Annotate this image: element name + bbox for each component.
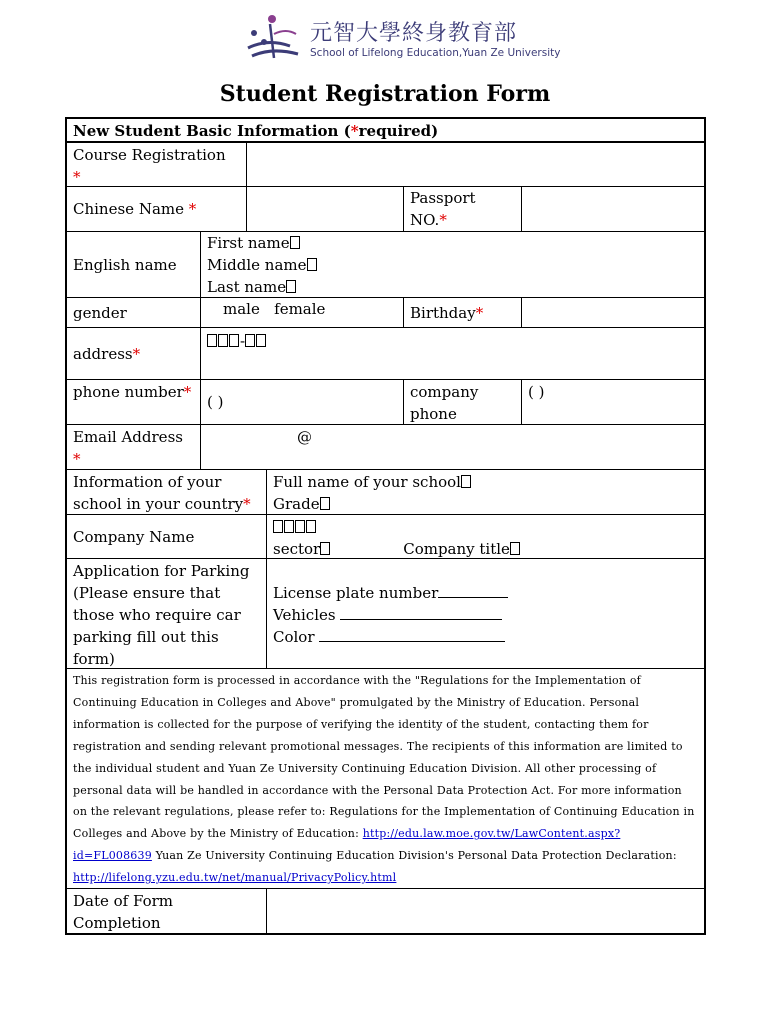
school-logo <box>246 14 561 64</box>
parking-label: Application for Parking (Please ensure that those who require car parking fill out this form) <box>66 558 267 669</box>
english-name-input[interactable] <box>200 231 705 298</box>
logo-mark-icon <box>246 14 308 64</box>
page-title: Student Registration Form <box>219 81 551 107</box>
gender-label: gender <box>66 297 201 328</box>
middle-name-label: Middle name <box>207 256 307 274</box>
date-completion-input[interactable] <box>266 888 705 934</box>
gender-options <box>200 297 404 328</box>
school-info-label: Information of your school in your country* <box>66 469 267 515</box>
gender-female-option[interactable]: female <box>274 300 326 318</box>
email-label: Email Address * <box>66 424 201 470</box>
phone-number-label: phone number* <box>66 379 201 425</box>
english-name-label: English name <box>66 231 201 298</box>
address-input[interactable]: - <box>200 327 705 380</box>
color-label: Color <box>273 628 315 646</box>
chinese-name-label: Chinese Name * <box>66 186 247 232</box>
school-full-name-label: Full name of your school <box>273 473 461 491</box>
course-registration-input[interactable] <box>246 142 705 187</box>
logo-english-name: School of Lifelong Education,Yuan Ze University <box>310 47 561 59</box>
vehicles-label: Vehicles <box>273 606 336 624</box>
sector-label: sector <box>273 540 321 558</box>
passport-no-label: Passport NO.* <box>403 186 522 232</box>
company-name-label: Company Name <box>66 514 267 559</box>
birthday-input[interactable] <box>521 297 705 328</box>
company-phone-input[interactable]: ( ) <box>521 379 705 425</box>
first-name-label: First name <box>207 234 290 252</box>
gender-male-option[interactable]: male <box>223 300 260 318</box>
passport-no-input[interactable] <box>521 186 705 232</box>
section-header: New Student Basic Information (*required) <box>66 118 705 142</box>
company-title-label: Company title <box>403 540 510 558</box>
company-phone-label: company phone <box>403 379 522 425</box>
company-name-input[interactable] <box>266 514 705 559</box>
last-name-label: Last name <box>207 278 287 296</box>
address-label: address* <box>66 327 201 380</box>
privacy-policy-link[interactable]: http://lifelong.yzu.edu.tw/net/manual/PrivacyPolicy.html <box>73 871 397 885</box>
birthday-label: Birthday* <box>403 297 522 328</box>
moe-law-link[interactable]: http://edu.law.moe.gov.tw/LawContent.aspx?id=FL008639 <box>73 827 621 863</box>
parking-input[interactable] <box>266 558 705 669</box>
privacy-notice: This registration form is processed in accordance with the "Regulations for the Implementation of Continuing Education in Colleges and Above" promulgated by the Ministry of Education. Personal information is collected for the purpose of verifying the identity of the student, contacting them for registration and sending relevant promotional messages. The recipients of this information are limited to the individual student and Yuan Ze University Continuing Education Division. All other processing of personal data will be handled in accordance with the Personal Data Protection Act. For more information on the relevant regulations, please refer to: Regulations for the Implementation of Continuing Education in Colleges and Above by the Ministry of Education: http://edu.law.moe.gov.tw/LawContent.aspx?id=FL008639 Yuan Ze University Continuing Education Division's Personal Data Protection Declaration: http://lifelong.yzu.edu.tw/net/manual/PrivacyPolicy.html <box>66 668 705 889</box>
phone-number-input[interactable]: ( ) <box>200 379 404 425</box>
grade-label: Grade <box>273 495 320 513</box>
date-completion-label: Date of Form Completion <box>66 888 267 934</box>
email-input[interactable]: @ <box>200 424 705 470</box>
course-registration-label: Course Registration * <box>66 142 247 187</box>
logo-chinese-name: 元智大學終身教育部 <box>310 21 518 46</box>
school-info-input[interactable] <box>266 469 705 515</box>
chinese-name-input[interactable] <box>246 186 404 232</box>
license-plate-label: License plate number <box>273 584 439 602</box>
